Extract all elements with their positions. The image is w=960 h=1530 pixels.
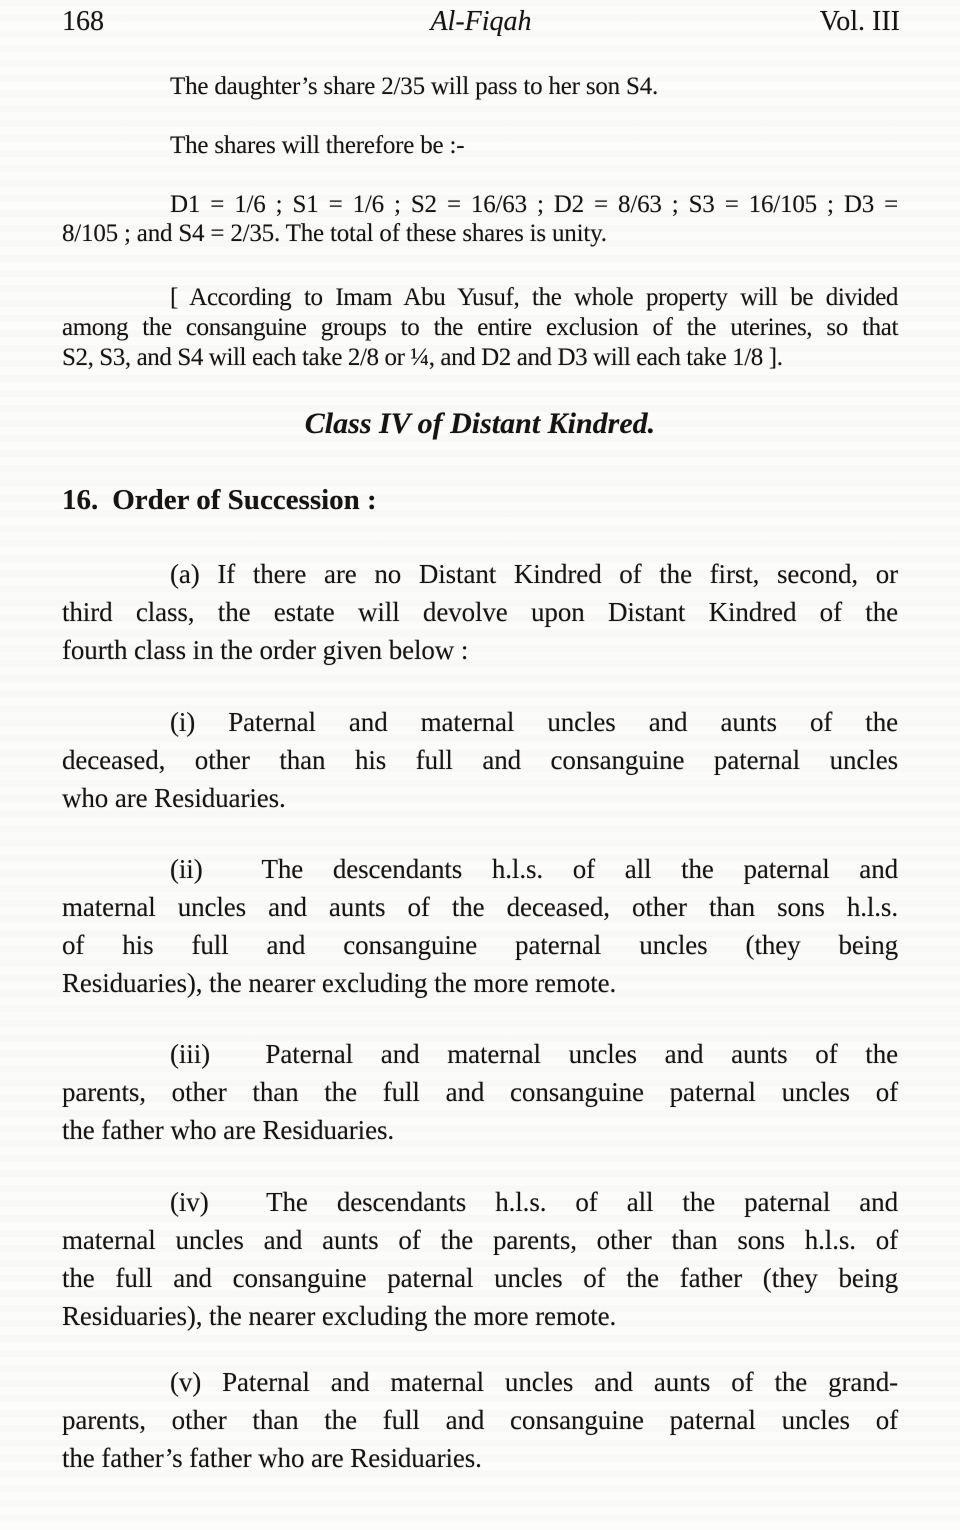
text-line: The shares will therefore be :-	[170, 132, 465, 159]
text-line: (iv) The descendants h.l.s. of all the paternal and	[170, 1187, 898, 1217]
paragraph-shares-intro	[62, 131, 898, 161]
text-line: fourth class in the order given below :	[62, 635, 469, 665]
text-line: who are Residuaries.	[62, 783, 286, 813]
paragraph-item-v	[62, 1363, 898, 1477]
text-line: deceased, other than his full and consanguine paternal uncles	[62, 745, 898, 775]
text-line: parents, other than the full and consanguine paternal uncles of	[62, 1405, 898, 1435]
page-number: 168	[62, 6, 104, 37]
paragraph-daughter-share	[62, 72, 898, 102]
text-line: maternal uncles and aunts of the deceased, other than sons h.l.s.	[62, 892, 898, 922]
text-line: (a) If there are no Distant Kindred of the first, second, or	[170, 559, 898, 589]
text-line: third class, the estate will devolve upon Distant Kindred of the	[62, 597, 898, 627]
text-line: Residuaries), the nearer excluding the more remote.	[62, 1301, 617, 1331]
text-line: of his full and consanguine paternal uncles (they being	[62, 930, 898, 960]
paragraph-shares-values	[62, 190, 898, 248]
text-line: (iii) Paternal and maternal uncles and aunts of the	[170, 1039, 898, 1069]
section-title: Order of Succession :	[112, 484, 377, 516]
text-line: 8/105 ; and S4 = 2/35. The total of these shares is unity.	[62, 220, 607, 247]
text-line: The daughter’s share 2/35 will pass to her son S4.	[170, 73, 659, 100]
text-line: Residuaries), the nearer excluding the more remote.	[62, 968, 617, 998]
text-line: (ii) The descendants h.l.s. of all the paternal and	[170, 854, 898, 884]
paragraph-item-iii	[62, 1035, 898, 1149]
section-heading	[62, 482, 898, 518]
paragraph-abu-yusuf-note	[62, 283, 898, 373]
text-line: (v) Paternal and maternal uncles and aunts of the grand-	[170, 1367, 898, 1397]
paragraph-item-iv	[62, 1183, 898, 1335]
text-line: [ According to Imam Abu Yusuf, the whole property will be divided	[170, 284, 898, 311]
text-line: S2, S3, and S4 will each take 2/8 or ¼, and D2 and D3 will each take 1/8 ].	[62, 344, 783, 371]
text-line: maternal uncles and aunts of the parents, other than sons h.l.s. of	[62, 1225, 898, 1255]
paragraph-item-ii	[62, 850, 898, 1002]
book-title: Al-Fiqah	[430, 6, 532, 37]
text-line: the father who are Residuaries.	[62, 1115, 395, 1145]
text-line: parents, other than the full and consanguine paternal uncles of	[62, 1077, 898, 1107]
paragraph-item-i	[62, 703, 898, 817]
text-line: (i) Paternal and maternal uncles and aunts of the	[170, 707, 898, 737]
class-iv-heading: Class IV of Distant Kindred.	[304, 407, 656, 440]
text-line: D1 = 1/6 ; S1 = 1/6 ; S2 = 16/63 ; D2 = 8/63 ; S3 = 16/105 ; D3 =	[170, 191, 898, 218]
text-line: the full and consanguine paternal uncles of the father (they being	[62, 1263, 898, 1293]
paragraph-item-a	[62, 555, 898, 669]
page-header	[62, 5, 900, 39]
text-line: among the consanguine groups to the entire exclusion of the uterines, so that	[62, 314, 898, 341]
text-line: the father’s father who are Residuaries.	[62, 1443, 482, 1473]
volume-label: Vol. III	[819, 6, 900, 37]
section-number: 16.	[62, 484, 99, 516]
